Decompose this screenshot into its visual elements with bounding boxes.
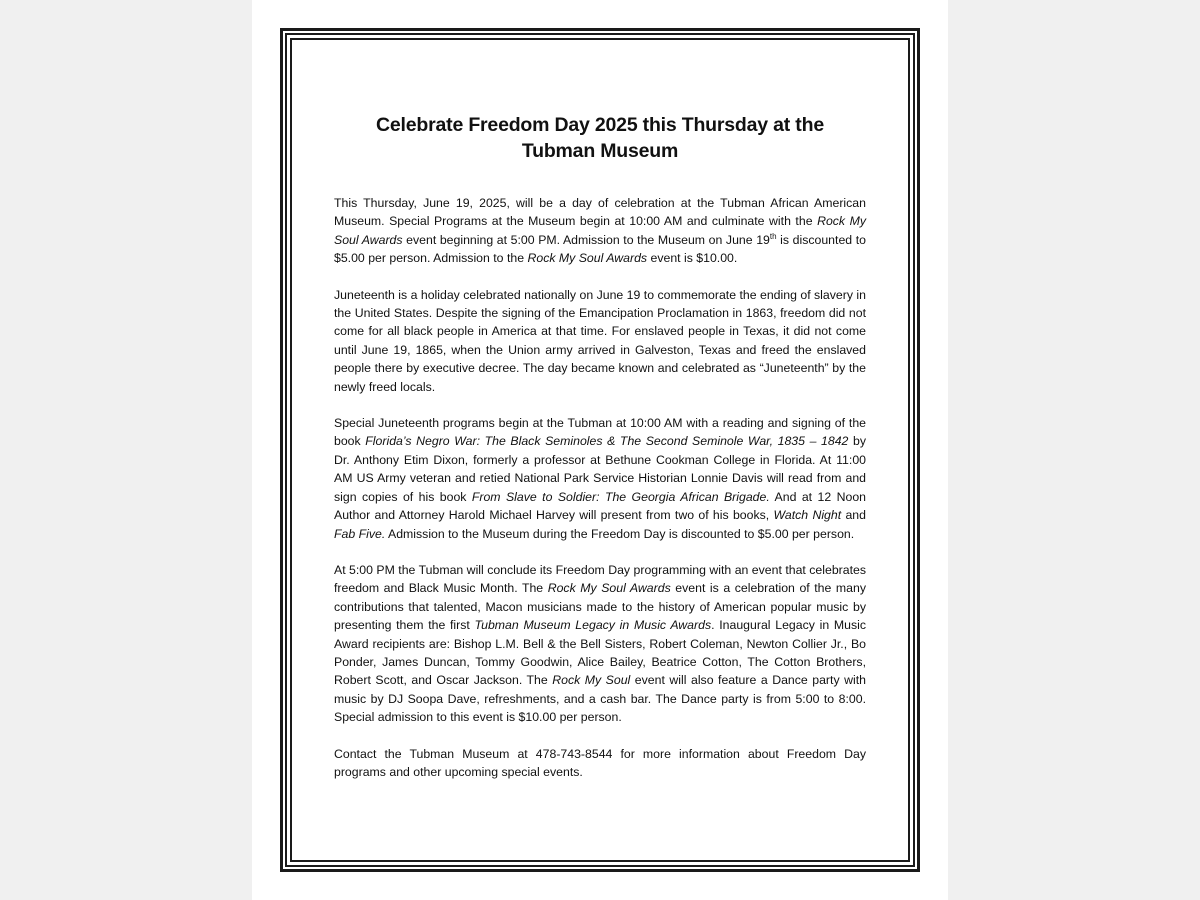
paragraph-contact: Contact the Tubman Museum at 478-743-8544 for more information about Freedom Day programs and other upcoming special events. — [334, 746, 866, 779]
text-run: event is a celebration of the many contributions that talented, Macon musicians made to the history of American popular music by presenting them the first — [334, 581, 866, 633]
italic-book-title: Fab Five. — [334, 526, 386, 541]
text-run: event will also feature a Dance party with music by DJ Soopa Dave, refreshments, and a cash bar. The Dance party is from 5:00 to 8:00. Special admission to this event is $10.00 per person. — [334, 673, 866, 725]
text-run: . Inaugural Legacy in Music Award recipients are: Bishop L.M. Bell & the Bell Sisters, Robert Coleman, Newton Collier Jr., Bo Ponder, James Duncan, Tommy Goodwin, Alice Bailey, Beatrice Cotton, The Cotton Brothers, Robert Scott, and Oscar Jackson. The — [334, 618, 866, 688]
italic-event-name: Rock My Soul Awards — [547, 581, 671, 596]
italic-event-name: Rock My Soul Awards — [527, 251, 648, 266]
title-line-2: Tubman Museum — [521, 140, 679, 162]
italic-event-name: Rock My Soul — [552, 673, 631, 688]
text-run: event is $10.00. — [647, 251, 738, 266]
text-run: by Dr. Anthony Etim Dixon, formerly a professor at Bethune Cookman College in Florida. At 11:00 AM US Army veteran and retied National Park Service Historian Lonnie Davis will read from and sign copies of his book — [334, 434, 866, 504]
ordinal-suffix: th — [769, 231, 777, 241]
paragraph-programs — [334, 414, 866, 543]
italic-event-name: Rock My Soul Awards — [334, 214, 866, 247]
text-run: Admission to the Museum during the Freedom Day is discounted to $5.00 per person. — [385, 526, 855, 541]
title-line-1: Celebrate Freedom Day 2025 this Thursday at the — [376, 114, 824, 136]
paragraph-awards — [334, 561, 866, 727]
paragraph-juneteenth-history: Juneteenth is a holiday celebrated nationally on June 19 to commemorate the ending of slavery in the United States. Despite the signing of the Emancipation Proclamation in 1863, freedom did not come for all black people in America at that time. For enslaved people in Texas, it did not come until June 19, 1865, when the Union army arrived in Galveston, Texas and freed the enslaved people there by executive decree. The day became known and celebrated as “Juneteenth” by the newly freed locals. — [334, 287, 866, 394]
italic-book-title: Florida’s Negro War: The Black Seminoles & The Second Seminole War, 1835 – 1842 — [365, 434, 849, 449]
document-body — [334, 112, 866, 799]
text-run: At 5:00 PM the Tubman will conclude its Freedom Day programming with an event that celebrates freedom and Black Music Month. The — [334, 562, 866, 596]
text-run: and — [841, 508, 866, 523]
text-run: is discounted to $5.00 per person. Admission to the — [334, 232, 866, 266]
document-title — [334, 112, 866, 164]
paragraph-intro — [334, 194, 866, 268]
text-run: event beginning at 5:00 PM. Admission to the Museum on June 19 — [402, 232, 770, 247]
italic-award-name: Tubman Museum Legacy in Music Awards — [474, 618, 712, 633]
text-run: This Thursday, June 19, 2025, will be a day of celebration at the Tubman African American Museum. Special Programs at the Museum begin at 10:00 AM and culminate with the — [334, 196, 866, 229]
text-run: Special Juneteenth programs begin at the Tubman at 10:00 AM with a reading and signing of the book — [334, 416, 866, 449]
italic-book-title: Watch Night — [773, 508, 842, 523]
text-run: And at 12 Noon Author and Attorney Harold Michael Harvey will present from two of his books, — [334, 489, 867, 523]
italic-book-title: From Slave to Soldier: The Georgia African Brigade. — [471, 489, 770, 504]
